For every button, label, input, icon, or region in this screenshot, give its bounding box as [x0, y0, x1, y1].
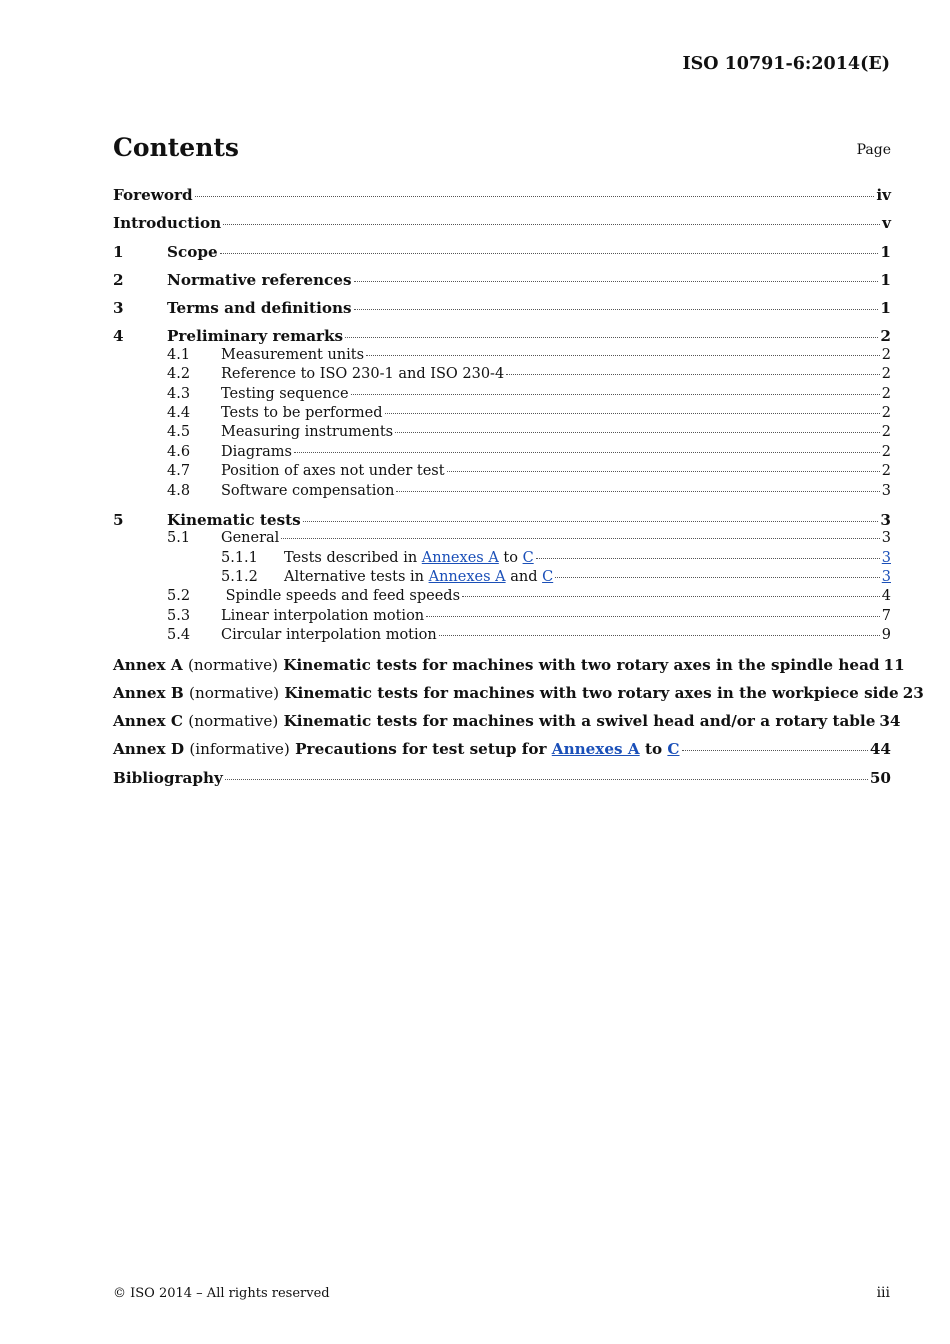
annex-c-link[interactable]: C [542, 569, 554, 586]
dot-leader [303, 520, 879, 522]
dot-leader [220, 252, 879, 254]
toc-entry-4-2[interactable]: 4.2 Reference to ISO 230-1 and ISO 230-4 2 [167, 366, 891, 383]
toc-entry-5-1-1[interactable]: 5.1.1 Tests described in Annexes A to C 3 [221, 549, 891, 566]
dot-leader [385, 412, 880, 414]
dot-leader [395, 431, 880, 433]
dot-leader [447, 470, 880, 472]
page-number: 2 [881, 366, 891, 383]
toc-entry-5-2[interactable]: 5.2 Spindle speeds and feed speeds 4 [167, 588, 891, 605]
page-number: 1 [880, 242, 891, 261]
page-number: 9 [881, 627, 891, 644]
dot-leader [536, 557, 880, 559]
toc-entry-annex-b[interactable]: Annex B (normative) Kinematic tests for machines with two rotary axes in the workpiece side 23 [113, 683, 924, 702]
dot-leader [223, 223, 880, 225]
page-number: 2 [881, 385, 891, 402]
dot-leader [225, 778, 868, 780]
toc-entry-normative-references[interactable]: 2 Normative references 1 [113, 270, 891, 289]
page-number: 44 [869, 740, 891, 759]
page-number: 50 [869, 768, 891, 787]
dot-leader [354, 308, 879, 310]
toc-entry-terms-and-definitions[interactable]: 3 Terms and definitions 1 [113, 299, 891, 318]
page-number: 3 [881, 482, 891, 499]
dot-leader [555, 576, 880, 578]
toc-entry-annex-d[interactable]: Annex D (informative) Precautions for test setup for Annexes A to C 44 [113, 740, 891, 759]
dot-leader [294, 451, 880, 453]
toc-entry-4-1[interactable]: 4.1 Measurement units 2 [167, 346, 891, 363]
dot-leader [351, 393, 880, 395]
toc-entry-annex-c[interactable]: Annex C (normative) Kinematic tests for machines with a swivel head and/or a rotary table 34 [113, 712, 901, 731]
toc-entry-4-6[interactable]: 4.6 Diagrams 2 [167, 443, 891, 460]
footer-page-number: iii [876, 1285, 890, 1301]
toc-entry-foreword[interactable]: Foreword iv [113, 186, 891, 204]
toc-entry-bibliography[interactable]: Bibliography 50 [113, 768, 891, 787]
toc-entry-4-7[interactable]: 4.7 Position of axes not under test 2 [167, 463, 891, 480]
dot-leader [354, 280, 879, 282]
page-title: Contents [113, 133, 240, 162]
page-number: 1 [880, 299, 891, 318]
page-number: v [882, 214, 891, 233]
document-id: ISO 10791-6:2014(E) [682, 54, 890, 74]
page-number: 1 [880, 270, 891, 289]
dot-leader [439, 634, 880, 636]
toc-entry-5-3[interactable]: 5.3 Linear interpolation motion 7 [167, 607, 891, 624]
toc-entry-4-5[interactable]: 4.5 Measuring instruments 2 [167, 424, 891, 441]
page-number: iv [876, 186, 891, 204]
dot-leader [506, 373, 880, 375]
dot-leader [281, 537, 879, 539]
page-number: 34 [879, 712, 901, 731]
toc-entry-annex-a[interactable]: Annex A (normative) Kinematic tests for machines with two rotary axes in the spindle head 11 [113, 655, 905, 674]
page-number: 4 [881, 588, 891, 605]
annexes-a-link[interactable]: Annexes A [428, 569, 506, 586]
page-number: 3 [881, 530, 891, 547]
page-number-link[interactable]: 3 [881, 569, 891, 586]
page-number: 2 [881, 463, 891, 480]
title-row [113, 133, 891, 163]
page-number: 11 [883, 655, 905, 674]
annex-c-link[interactable]: C [667, 740, 680, 759]
toc-entry-4-3[interactable]: 4.3 Testing sequence 2 [167, 385, 891, 402]
dot-leader [195, 195, 875, 197]
copyright-notice: © ISO 2014 – All rights reserved [113, 1286, 330, 1301]
page-number: 23 [902, 683, 924, 702]
toc-entry-5-4[interactable]: 5.4 Circular interpolation motion 9 [167, 627, 891, 644]
page-number: 2 [881, 346, 891, 363]
table-of-contents [113, 186, 924, 788]
dot-leader [682, 749, 868, 751]
toc-entry-5-1[interactable]: 5.1 General 3 [167, 530, 891, 547]
dot-leader [345, 336, 878, 338]
toc-entry-4-4[interactable]: 4.4 Tests to be performed 2 [167, 404, 891, 421]
toc-entry-scope[interactable]: 1 Scope 1 [113, 242, 891, 261]
dot-leader [396, 490, 879, 492]
dot-leader [426, 615, 880, 617]
page-number: 3 [880, 510, 891, 529]
toc-entry-kinematic-tests[interactable]: 5 Kinematic tests 3 [113, 510, 891, 529]
page-column-label: Page [856, 142, 891, 158]
toc-entry-preliminary-remarks[interactable]: 4 Preliminary remarks 2 [113, 327, 891, 346]
page-number: 2 [881, 443, 891, 460]
annex-c-link[interactable]: C [522, 549, 534, 566]
dot-leader [366, 354, 880, 356]
toc-entry-4-8[interactable]: 4.8 Software compensation 3 [167, 482, 891, 499]
page-number: 7 [881, 607, 891, 624]
page-number: 2 [880, 327, 891, 346]
dot-leader [462, 595, 880, 597]
toc-entry-introduction[interactable]: Introduction v [113, 214, 891, 233]
page-number: 2 [881, 404, 891, 421]
page-number-link[interactable]: 3 [881, 549, 891, 566]
page-number: 2 [881, 424, 891, 441]
annexes-a-link[interactable]: Annexes A [421, 549, 499, 566]
toc-entry-5-1-2[interactable]: 5.1.2 Alternative tests in Annexes A and C 3 [221, 569, 891, 586]
annexes-a-link[interactable]: Annexes A [551, 740, 640, 759]
